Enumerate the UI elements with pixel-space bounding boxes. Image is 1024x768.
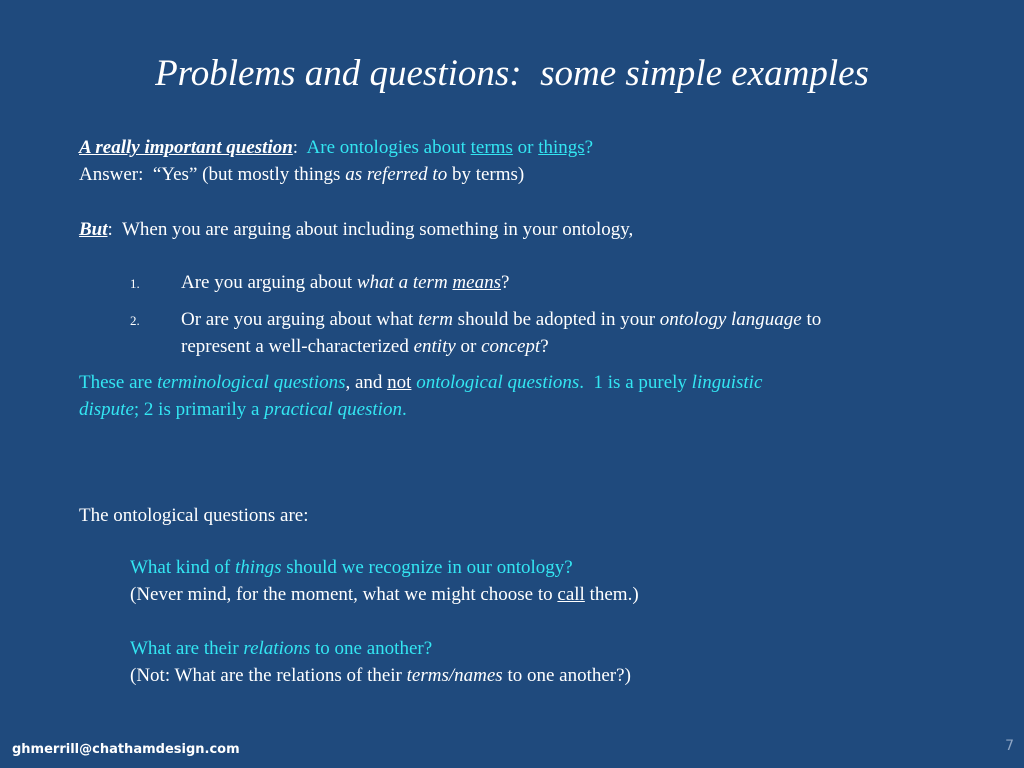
item-1-text <box>181 271 509 295</box>
and-text: , and <box>345 372 388 393</box>
ontological-question-2 <box>130 637 432 661</box>
but-line <box>79 218 633 242</box>
oq1-text-start: What kind of <box>130 557 236 578</box>
means-word: means <box>452 272 501 293</box>
oq1b-text-end: them.) <box>584 584 639 605</box>
ontology-language-phrase: ontology language <box>659 309 802 330</box>
but-label: But <box>79 219 108 240</box>
important-question-label: A really important question <box>79 137 293 158</box>
terminological-questions: terminological questions <box>157 372 346 393</box>
relations-word: relations <box>243 638 311 659</box>
item-2-text-end: to <box>801 309 822 330</box>
important-question-line <box>79 136 593 160</box>
practical-question: practical question <box>264 399 402 420</box>
question-mark: ? <box>584 137 594 158</box>
but-text: : When you are arguing about including something in your ontology, <box>107 219 634 240</box>
terms-names-word: terms/names <box>406 665 503 686</box>
linguistic-word: linguistic <box>691 372 763 393</box>
ontological-questions: ontological questions <box>416 372 580 393</box>
item-2-end: ? <box>540 336 549 357</box>
oq2b-text-start: (Not: What are the relations of their <box>130 665 407 686</box>
item-1-end: ? <box>500 272 510 293</box>
page-number: 7 <box>1005 738 1014 754</box>
terminological-line-2 <box>79 398 407 422</box>
ontological-question-1-note <box>130 583 639 607</box>
answer-text: Answer: “Yes” (but mostly things <box>79 164 346 185</box>
not-word: not <box>387 372 412 393</box>
primarily-text: ; 2 is primarily a <box>133 399 265 420</box>
call-word: call <box>557 584 585 605</box>
item-1-number: 1. <box>130 276 140 291</box>
these-text: These are <box>79 372 158 393</box>
dispute-word: dispute <box>79 399 134 420</box>
answer-text-end: by terms) <box>447 164 525 185</box>
purely-text: . 1 is a purely <box>579 372 692 393</box>
item-2-number: 2. <box>130 313 140 328</box>
item-2-line-1 <box>181 308 821 332</box>
ontological-question-1 <box>130 556 573 580</box>
oq2-text-start: What are their <box>130 638 244 659</box>
oq1-things: things <box>235 557 282 578</box>
period: . <box>401 399 407 420</box>
footer-email: ghmerrill@chathamdesign.com <box>12 742 240 757</box>
answer-italic: as referred to <box>345 164 448 185</box>
item-2-text-start: Or are you arguing about what <box>181 309 419 330</box>
ontological-intro: The ontological questions are: <box>79 505 309 526</box>
item-1-italic: what a term <box>356 272 453 293</box>
oq1b-text-start: (Never mind, for the moment, what we might choose to <box>130 584 558 605</box>
or-word: or <box>512 137 539 158</box>
term-word: term <box>418 309 453 330</box>
entity-word: entity <box>413 336 456 357</box>
terms-word: terms <box>470 137 513 158</box>
things-word: things <box>538 137 585 158</box>
item-2-line-2-text: represent a well-characterized <box>181 336 414 357</box>
oq2-text-end: to one another? <box>310 638 433 659</box>
oq2b-text-end: to one another?) <box>502 665 631 686</box>
terminological-line-1 <box>79 371 762 395</box>
answer-line <box>79 163 524 187</box>
question-text: Are ontologies about <box>306 137 471 158</box>
colon: : <box>292 137 307 158</box>
or-word-2: or <box>455 336 482 357</box>
ontological-question-2-note <box>130 664 631 688</box>
item-1-text-start: Are you arguing about <box>181 272 357 293</box>
item-2-line-2 <box>181 335 549 359</box>
oq1-text-end: should we recognize in our ontology? <box>281 557 573 578</box>
slide-title: Problems and questions: some simple examples <box>155 53 869 94</box>
item-2-text-mid: should be adopted in your <box>452 309 660 330</box>
concept-word: concept <box>481 336 541 357</box>
